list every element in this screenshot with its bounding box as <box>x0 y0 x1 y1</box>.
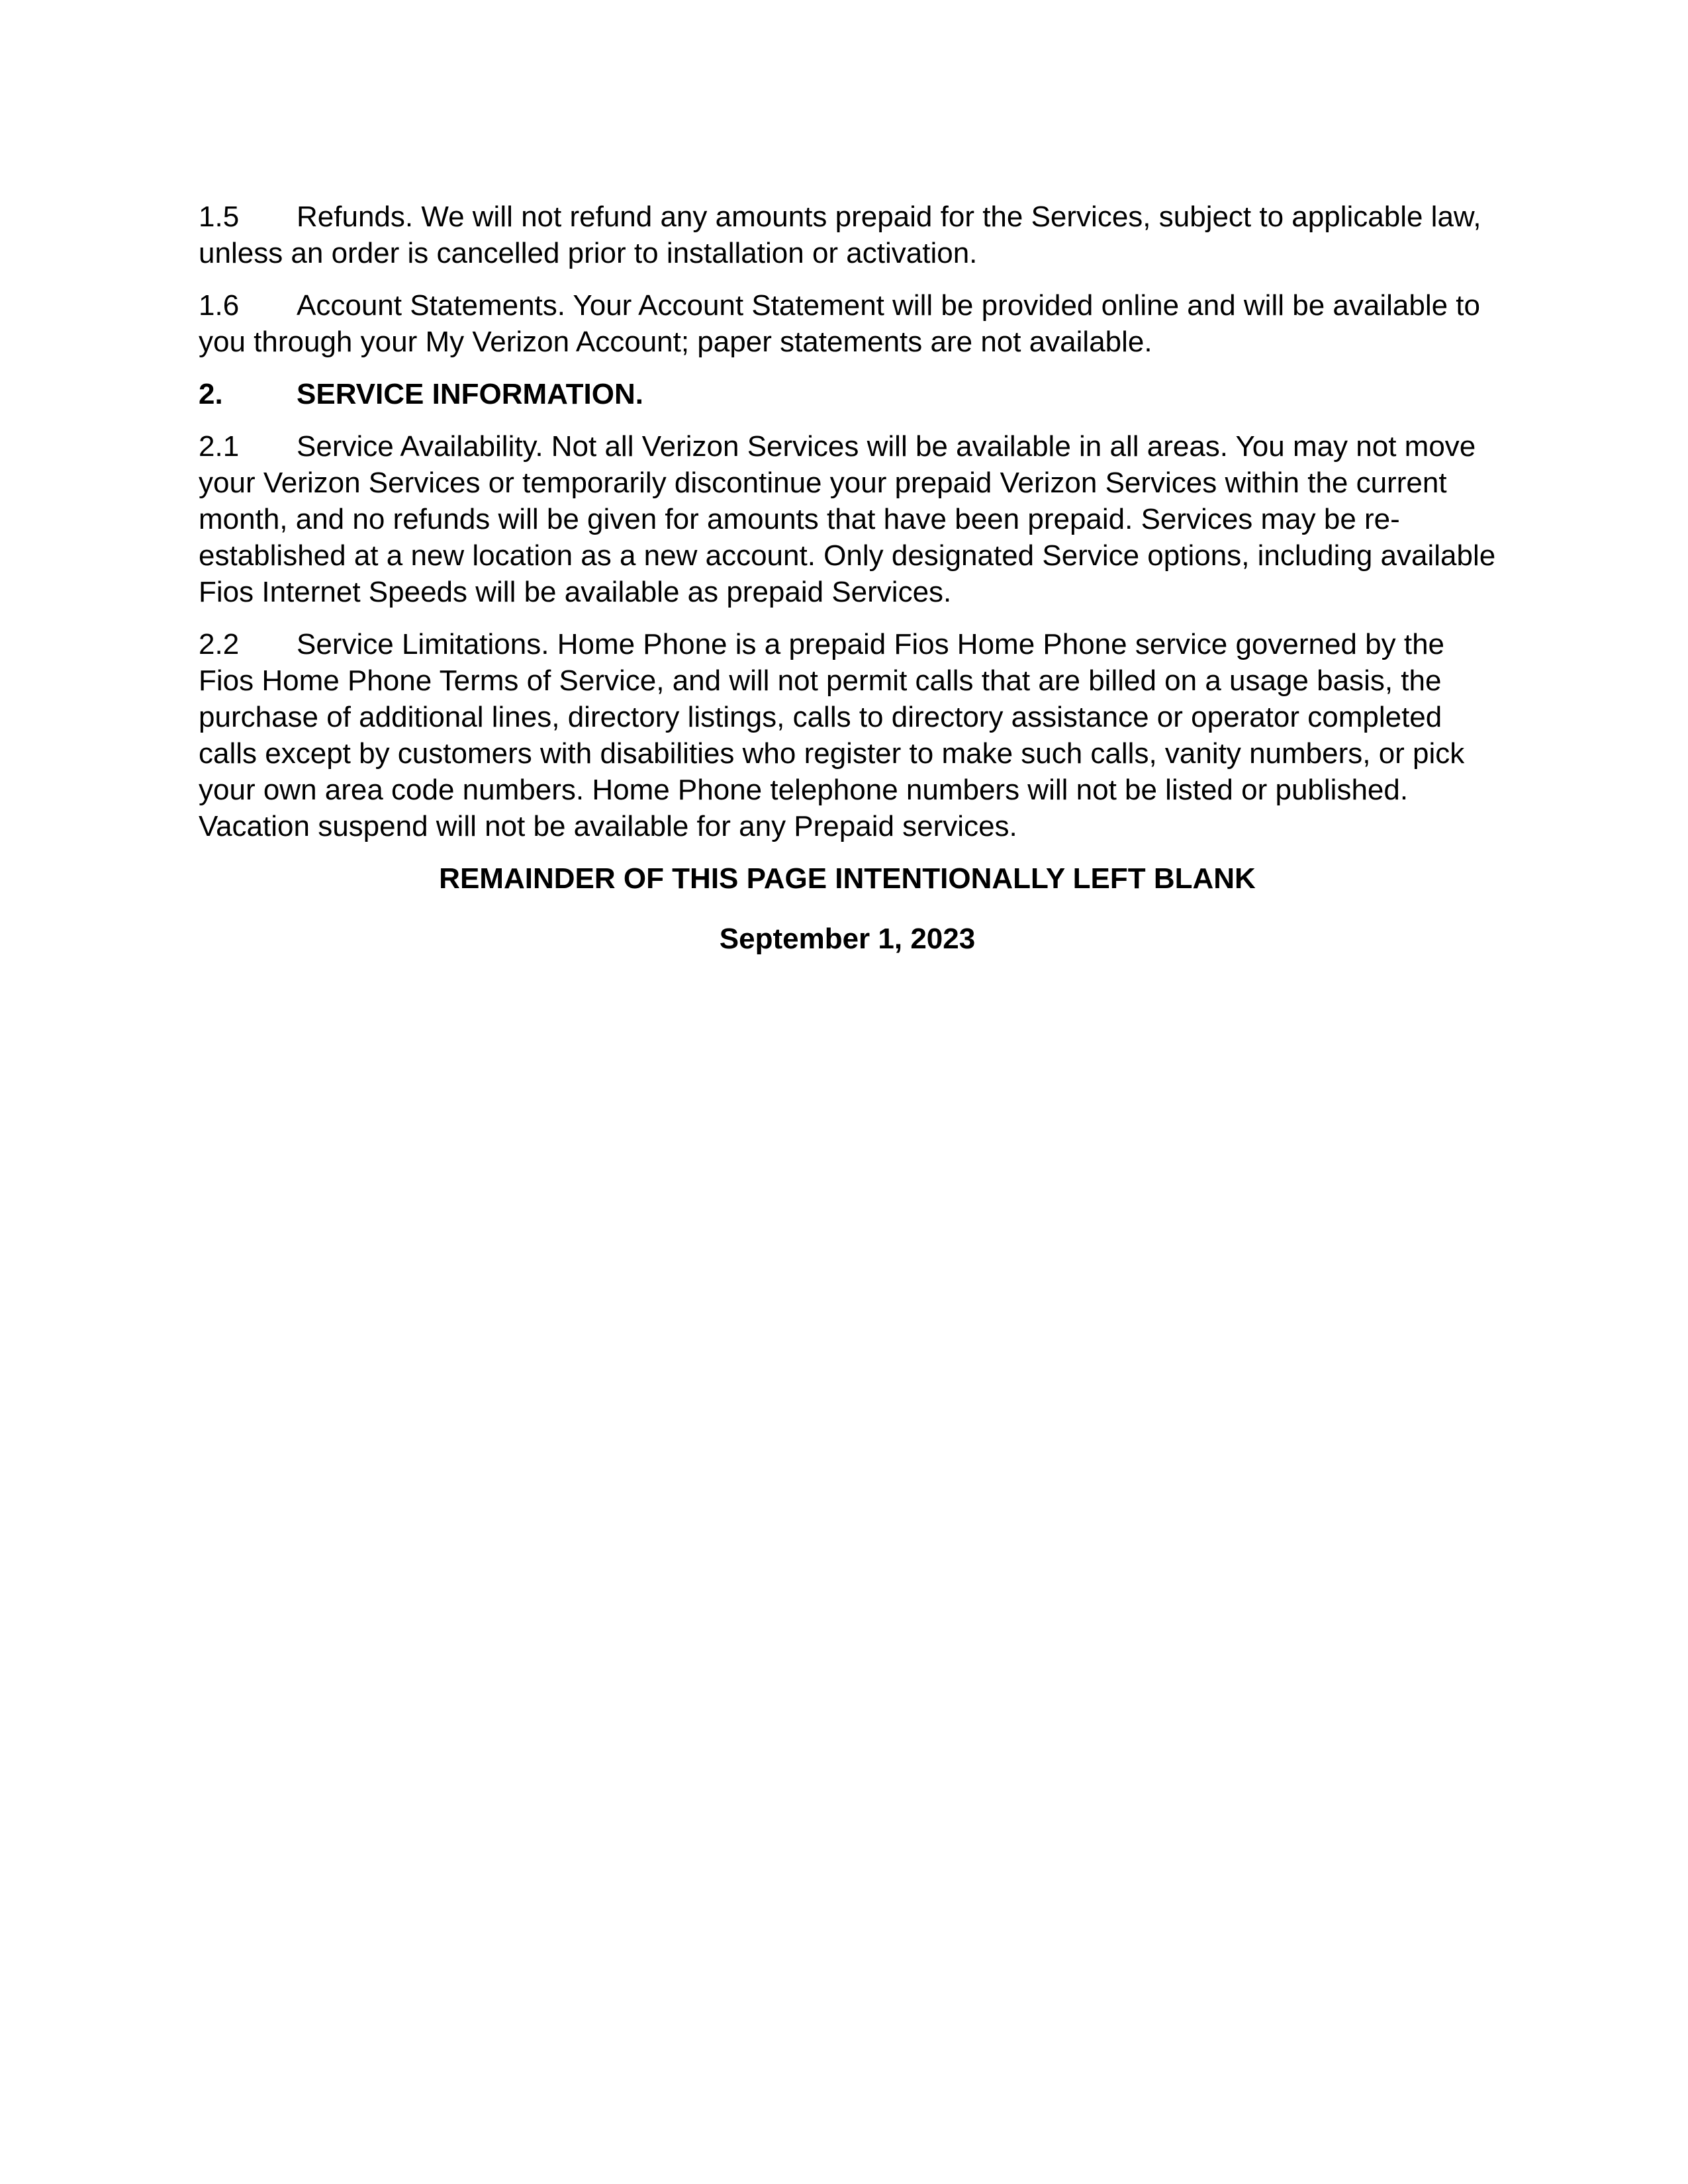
document-date: September 1, 2023 <box>719 923 976 955</box>
section-2-2 <box>199 626 1496 844</box>
section-1-6 <box>199 287 1496 360</box>
section-number: 1.6 <box>199 289 240 322</box>
section-text: Service Limitations. Home Phone is a prepaid Fios Home Phone service governed by the Fios Home Phone Terms of Service, and will not permit calls that are billed on a usage basis, the purchase of additional lines, directory listings, calls to directory assistance or operator completed calls except by customers with disabilities who register to make such calls, vanity numbers, or pick your own area code numbers. Home Phone telephone numbers will not be listed or published. Vacation suspend will not be available for any Prepaid services. <box>199 628 1465 842</box>
section-2-1 <box>199 428 1496 610</box>
section-text: Account Statements. Your Account Statement will be provided online and will be available to you through your My Verizon Account; paper statements are not available. <box>199 289 1480 358</box>
section-text: Refunds. We will not refund any amounts prepaid for the Services, subject to applicable law, unless an order is cancelled prior to installation or activation. <box>199 201 1481 269</box>
heading-title: SERVICE INFORMATION. <box>297 378 643 410</box>
section-text: Service Availability. Not all Verizon Services will be available in all areas. You may not move your Verizon Services or temporarily discontinue your prepaid Verizon Services within the current month, and no refunds will be given for amounts that have been prepaid. Services may be re-established at a new location as a new account. Only designated Service options, including available Fios Internet Speeds will be available as prepaid Services. <box>199 430 1496 608</box>
heading-number: 2. <box>199 378 223 410</box>
section-2-heading <box>199 376 1496 412</box>
blank-page-notice: REMAINDER OF THIS PAGE INTENTIONALLY LEFT BLANK <box>439 862 1256 895</box>
section-number: 1.5 <box>199 201 240 233</box>
section-1-5 <box>199 199 1496 271</box>
section-number: 2.1 <box>199 430 240 463</box>
document-page <box>199 199 1496 981</box>
section-number: 2.2 <box>199 628 240 660</box>
